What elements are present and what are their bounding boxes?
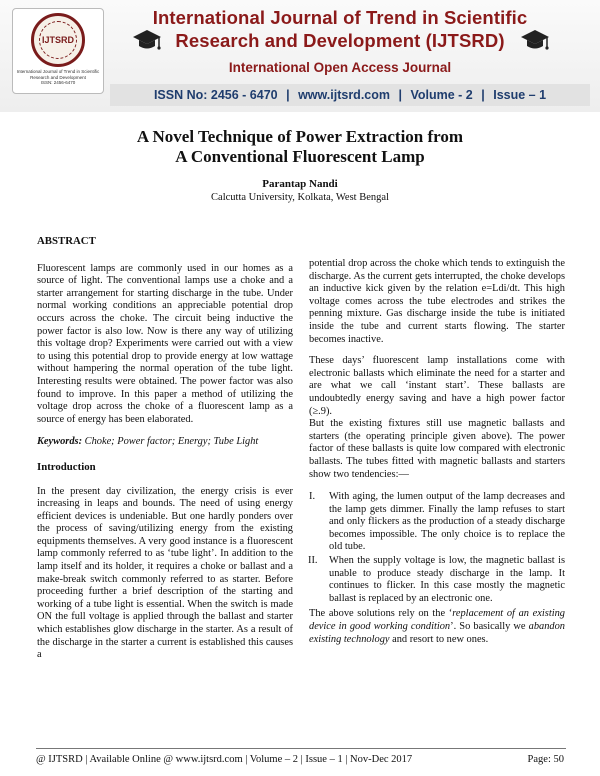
body-paragraph: These days’ fluorescent lamp installations come with electronic ballasts which eliminate the need for a starter and are what we call ‘instant start’. These ballasts are undoubtedly energy saving and have a high power factor (≥.9). bbox=[309, 355, 565, 417]
issue-label: Issue – 1 bbox=[493, 88, 547, 102]
footer-divider bbox=[36, 748, 566, 749]
journal-subtitle: International Open Access Journal bbox=[228, 60, 452, 75]
left-column bbox=[37, 235, 293, 668]
keywords bbox=[37, 436, 293, 449]
introduction-text: In the present day civilization, the energy crisis is ever increasing in leaps and bounds. The need of using energy efficient devices is undeniable. But one hardly ponders over the process of saving/utilizing energy from the existing equipments themselves. A very good instance is a fluorescent lamp commonly referred to as ‘tube light’. In addition to the lamp itself and its holder, it requires a choke or ballast and a make-break switch commonly referred to as starter. Before proceeding further a brief description of the starting and working of a tube light is essential. When the switch is made ON the full voltage is applied through the ballast and starter which establishes glow discharge in the starter. As a result of the discharge in the starter a current is established this causes a bbox=[37, 485, 293, 661]
abstract-heading: ABSTRACT bbox=[37, 235, 96, 247]
tendencies-list bbox=[309, 491, 565, 605]
journal-logo bbox=[12, 8, 104, 94]
journal-banner bbox=[0, 0, 600, 112]
keywords-label: Keywords: bbox=[37, 436, 83, 448]
page-number: Page: 50 bbox=[527, 754, 564, 765]
logo-seal-icon bbox=[31, 13, 85, 67]
issn-bar: ISSN No: 2456 - 6470 | www.ijtsrd.com | Volume - 2 | Issue – 1 bbox=[110, 84, 590, 106]
body-paragraph: potential drop across the choke which tends to extinguish the discharge. As the current gets interrupted, the choke develops an inductive kick given by the relation e=Ldi/dt. This high voltage comes across the tube electrodes and strikes the penning mixture. Gas discharge inside the tube is initiated inside the tube and current starts flowing. The starter becomes inactive. bbox=[309, 258, 565, 345]
introduction-heading: Introduction bbox=[37, 460, 96, 473]
author-affiliation: Calcutta University, Kolkata, West Bengal bbox=[211, 192, 389, 203]
paper-title: A Novel Technique of Power Extraction from A Conventional Fluorescent Lamp bbox=[136, 127, 464, 166]
footer-citation: @ IJTSRD | Available Online @ www.ijtsrd.com | Volume – 2 | Issue – 1 | Nov-Dec 2017 bbox=[36, 754, 413, 765]
body-paragraph: But the existing fixtures still use magnetic ballasts and starters (the operating principle given above). The power factor of these ballasts is quite low compared with electronic ballasts. The tubes fitted with magnetic ballasts and starters show two tendencies:— bbox=[309, 418, 565, 480]
body-paragraph: The above solutions rely on the ‘replacement of an existing device in good working condition’. So basically we abandon existing technology and resort to new ones. bbox=[309, 608, 565, 645]
logo-text: IJTSRD bbox=[41, 35, 74, 45]
journal-title: International Journal of Trend in Scientific Research and Development (IJTSRD) bbox=[152, 7, 528, 51]
keywords-list: Choke; Power factor; Energy; Tube Light bbox=[84, 436, 259, 448]
graduation-cap-icon bbox=[520, 28, 550, 52]
logo-caption: International Journal of Trend in Scientific Research and Development ISSN: 2456-6470 bbox=[16, 69, 100, 85]
list-item: II. When the supply voltage is low, the magnetic ballast is unable to produce steady discharge in the lamp. It continues to flicker. In this case mostly the magnetic ballast is replaced by an electronic one. bbox=[308, 555, 565, 604]
volume-label: Volume - 2 bbox=[410, 88, 473, 102]
journal-website: www.ijtsrd.com bbox=[298, 88, 390, 102]
right-column bbox=[309, 258, 565, 652]
issn-number: ISSN No: 2456 - 6470 bbox=[153, 88, 278, 102]
author-name: Parantap Nandi bbox=[262, 178, 338, 190]
abstract-text: Fluorescent lamps are commonly used in our homes as a source of light. The conventional lamps use a choke and a starter arrangement for starting discharge in the tube. Under normal working conditions an appreciable potential drop occurs across the choke. The circuit being inductive the power factor is also low. Now is there any way of utilizing this voltage drop? Experiments were carried out with a view to using this potential drop to provide energy at low wattage without hampering the normal operation of the tube light. Interesting results were obtained. The power factor was also found to improve. In this paper a method of utilizing the voltage drop across the choke of a fluorescent lamp as a source of energy has been elaborated. bbox=[37, 262, 293, 425]
list-item: I. With aging, the lumen output of the lamp decreases and the lamp gets dimmer. Finally the lamp refuses to start and only flickers as the production of a steady discharge becomes impossible. The only choice is to replace the old tube. bbox=[309, 491, 565, 553]
